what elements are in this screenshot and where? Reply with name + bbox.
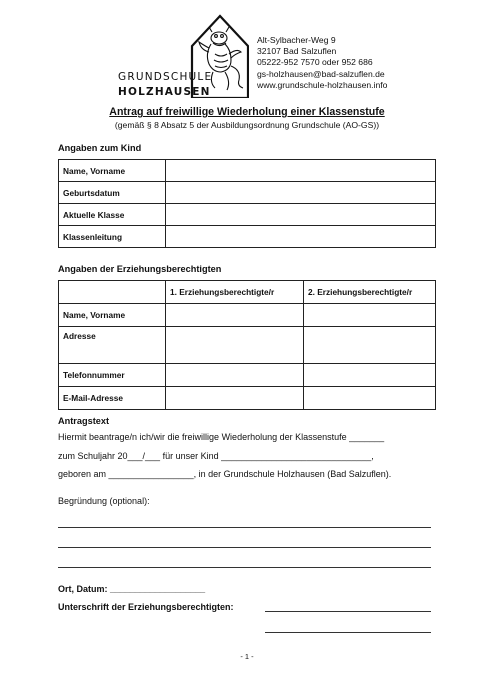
form-title: Antrag auf freiwillige Wiederholung einer Klassenstufe <box>109 106 385 118</box>
guardian2-phone-field[interactable] <box>304 364 436 387</box>
guardian2-email-field[interactable] <box>304 387 436 410</box>
child-birthdate-label: Geburtsdatum <box>59 182 166 204</box>
page-number: - 1 - <box>240 652 254 661</box>
school-logo <box>113 12 249 98</box>
signature-line-1[interactable] <box>265 611 431 612</box>
signature-label: Unterschrift der Erziehungsberechtigten: <box>58 602 234 612</box>
guardian-name-label: Name, Vorname <box>59 304 166 327</box>
guardian1-address-field[interactable] <box>166 327 304 364</box>
guardian2-address-field[interactable] <box>304 327 436 364</box>
guardian-section-heading: Angaben der Erziehungsberechtigten <box>58 264 222 274</box>
child-section-heading: Angaben zum Kind <box>58 143 142 153</box>
child-class-field[interactable] <box>166 204 436 226</box>
table-row <box>59 182 436 204</box>
guardian-phone-label: Telefonnummer <box>59 364 166 387</box>
address-phone: 05222-952 7570 oder 952 686 <box>257 57 373 68</box>
table-row <box>59 204 436 226</box>
guardian2-column-header: 2. Erziehungsberechtigte/r <box>304 281 436 304</box>
guardian-info-table <box>58 280 436 410</box>
address-street: Alt-Sylbacher-Weg 9 <box>257 35 336 45</box>
guardian-email-label: E-Mail-Adresse <box>59 387 166 410</box>
child-teacher-label: Klassenleitung <box>59 226 166 248</box>
form-subtitle: (gemäß § 8 Absatz 5 der Ausbildungsordnung Grundschule (AO-GS)) <box>114 120 380 130</box>
reason-line-2[interactable] <box>58 547 431 548</box>
table-row <box>59 226 436 248</box>
application-heading: Antragstext <box>58 416 110 426</box>
address-email: gs-holzhausen@bad-salzuflen.de <box>257 68 385 79</box>
child-class-label: Aktuelle Klasse <box>59 204 166 226</box>
guardian1-name-field[interactable] <box>166 304 304 327</box>
reason-line-1[interactable] <box>58 527 431 528</box>
signature-line-2[interactable] <box>265 632 431 633</box>
table-row <box>59 364 436 387</box>
table-row <box>59 304 436 327</box>
application-line-2: zum Schuljahr 20___/___ für unser Kind ______________________________, <box>58 451 374 461</box>
table-header-row <box>59 281 436 304</box>
guardian1-phone-field[interactable] <box>166 364 304 387</box>
child-name-label: Name, Vorname <box>59 160 166 182</box>
table-row <box>59 160 436 182</box>
empty-corner-cell <box>59 281 166 304</box>
guardian1-email-field[interactable] <box>166 387 304 410</box>
table-row <box>59 387 436 410</box>
reason-line-3[interactable] <box>58 567 431 568</box>
child-teacher-field[interactable] <box>166 226 436 248</box>
child-name-field[interactable] <box>166 160 436 182</box>
logo-text-holzhausen: HOLZHAUSEN <box>118 86 211 98</box>
application-line-3: geboren am _________________, in der Grundschule Holzhausen (Bad Salzuflen). <box>58 469 392 479</box>
table-row <box>59 327 436 364</box>
application-line-1: Hiermit beantrage/n ich/wir die freiwillige Wiederholung der Klassenstufe _______ <box>58 432 385 442</box>
place-date-label: Ort, Datum: ___________________ <box>58 584 206 594</box>
logo-text-grundschule: GRUNDSCHULE <box>118 71 213 83</box>
address-city: 32107 Bad Salzuflen <box>257 46 337 57</box>
guardian1-column-header: 1. Erziehungsberechtigte/r <box>166 281 304 304</box>
child-info-table <box>58 159 436 248</box>
school-address <box>257 35 387 91</box>
guardian2-name-field[interactable] <box>304 304 436 327</box>
guardian-address-label: Adresse <box>59 327 166 364</box>
reason-label: Begründung (optional): <box>58 496 150 506</box>
address-website: www.grundschule-holzhausen.info <box>257 79 388 90</box>
child-birthdate-field[interactable] <box>166 182 436 204</box>
